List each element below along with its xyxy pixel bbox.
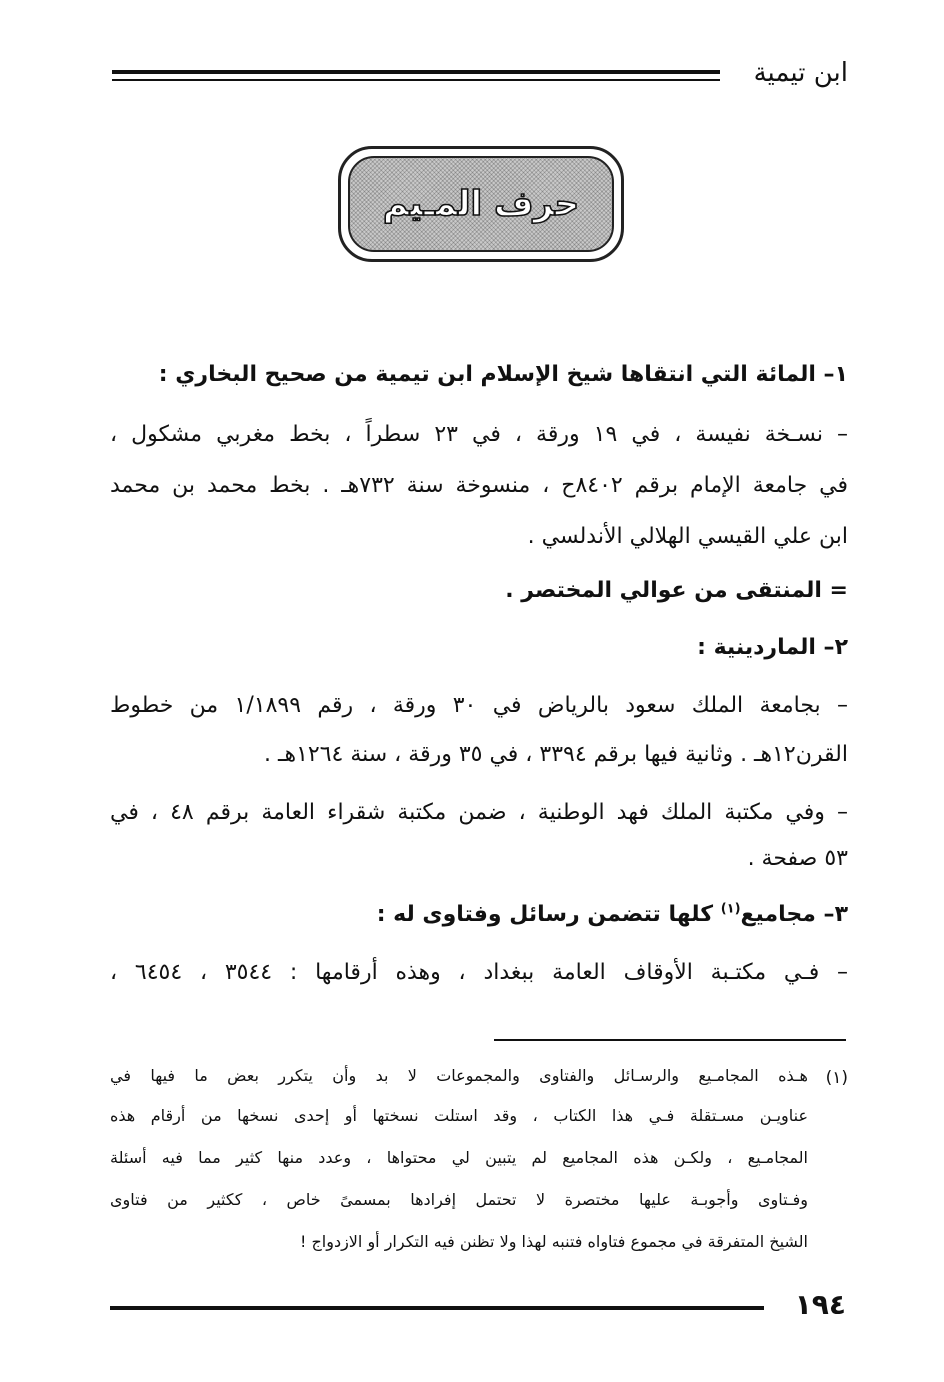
- chapter-heading: حرف المـيم: [382, 184, 580, 224]
- running-head-title: ابن تيمية: [753, 58, 848, 88]
- item-1-line-3: ابن علي القيسي الهلالي الأندلسي .: [527, 524, 848, 549]
- item-1-line-2: في جامعة الإمام برقم ٨٤٠٢ح ، منسوخة سنة ٧٣٢هـ . بخط محمد بن محمد: [110, 473, 849, 498]
- header-rule-thin: [112, 79, 720, 81]
- item-2-heading: ٢– الماردينية :: [697, 635, 848, 660]
- header-rule: [112, 70, 720, 74]
- page-number: ١٩٤: [794, 1288, 846, 1321]
- footnote-reference: (١): [720, 901, 741, 917]
- chapter-heading-box: [338, 146, 624, 262]
- footnote-line-1: هـذه المجامـيع والرسـائل والفتاوى والمجموعات لا بد وأن يتكرر بعض ما فيها في: [110, 1066, 808, 1085]
- item-2-line-2: القرن١٢هـ . وثانية فيها برقم ٣٣٩٤ ، في ٣٥ ورقة ، سنة ١٢٦٤هـ .: [264, 742, 848, 767]
- footnote-separator: [494, 1039, 846, 1041]
- item-2-line-1: – بجامعة الملك سعود بالرياض في ٣٠ ورقة ، رقم ١/١٨٩٩ من خطوط: [110, 693, 848, 718]
- footnote-line-2: عناويـن مسـتقلة فـي هذا الكتاب ، وقد استلت نسختها أو إحدى نسخها من أرقام هذه: [110, 1106, 808, 1125]
- item-3-heading-start: ٣– مجاميع: [740, 902, 848, 927]
- item-3-heading-end: كلها تتضمن رسائل وفتاوى له :: [376, 902, 721, 927]
- item-3-line-1: – فـي مكتـبة الأوقاف العامة ببغداد ، وهذه أرقامها : ٣٥٤٤ ، ٦٤٥٤ ،: [110, 960, 848, 985]
- item-2-line-4: ٥٣ صفحة .: [747, 846, 848, 871]
- footnote-marker: (١): [825, 1068, 848, 1088]
- footnote-line-4: وفـتاوى وأجوبـة عليها مختصرة لا تحتمل إفرادها بمسمىً خاص ، ككثير من فتاوى: [110, 1190, 808, 1209]
- chapter-heading-panel: [348, 156, 614, 252]
- footnote-line-3: المجامـيع ، ولكـن هذه المجاميع لم يتبين لي محتواها ، وعدد منها كثير مما فيه أسئلة: [110, 1148, 808, 1167]
- running-head: [112, 52, 848, 96]
- page-footer: [110, 1288, 846, 1328]
- item-2-line-3: – وفي مكتبة الملك فهد الوطنية ، ضمن مكتبة شقراء العامة برقم ٤٨ ، في: [110, 800, 848, 825]
- item-1-heading: ١– المائة التي انتقاها شيخ الإسلام ابن تيمية من صحيح البخاري :: [158, 362, 848, 387]
- item-3-heading: [377, 902, 848, 927]
- item-1-line-1: – نسـخة نفيسة ، في ١٩ ورقة ، في ٢٣ سطراً ، بخط مغربي مشكول ،: [110, 422, 848, 447]
- item-1-see-also: = المنتقى من عوالي المختصر .: [505, 578, 848, 603]
- footnote-line-5: الشيخ المتفرقة في مجموع فتاواه فتنبه لهذا ولا تظنن فيه التكرار أو الازدواج !: [299, 1232, 808, 1251]
- footer-rule: [110, 1306, 764, 1310]
